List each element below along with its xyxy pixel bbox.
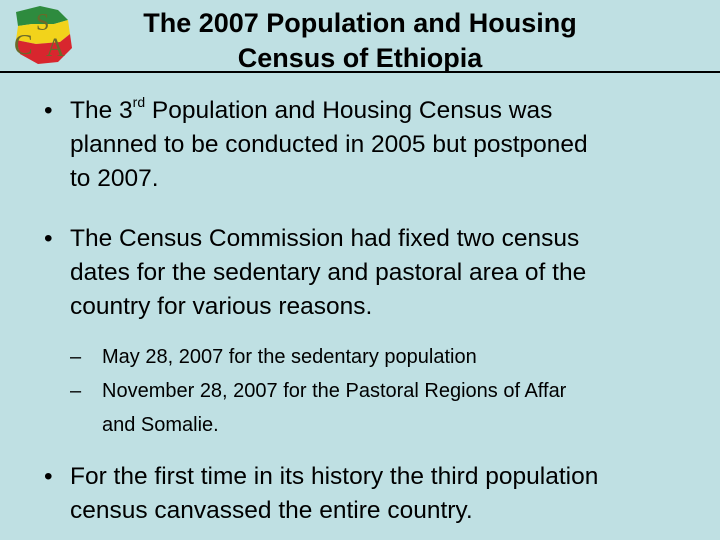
csa-logo bbox=[6, 4, 76, 68]
bullet-marker: • bbox=[44, 463, 53, 490]
slide-title-line-1: The 2007 Population and Housing bbox=[143, 8, 577, 38]
slide-title-line-2: Census of Ethiopia bbox=[237, 43, 483, 73]
sub-bullet-text bbox=[102, 340, 477, 374]
logo-letter-s: S bbox=[36, 10, 50, 36]
bullet-line: The Census Commission had fixed two census bbox=[70, 225, 580, 252]
sub-bullet-line: November 28, 2007 for the Pastoral Regions of Affar bbox=[102, 380, 567, 402]
bullet-text bbox=[70, 94, 588, 196]
slide-title bbox=[80, 6, 640, 76]
sub-bullet-marker: – bbox=[70, 380, 82, 402]
bullet-line: For the first time in its history the third population bbox=[70, 463, 599, 490]
bullet-text bbox=[70, 222, 586, 324]
bullet-text-part: Population and Housing Census was bbox=[145, 97, 553, 124]
bullet-line: dates for the sedentary and pastoral area of the bbox=[70, 259, 587, 286]
bullet-line: planned to be conducted in 2005 but postponed bbox=[70, 131, 588, 158]
sub-bullet-line: May 28, 2007 for the sedentary population bbox=[102, 346, 477, 368]
sub-bullet-marker: – bbox=[70, 346, 82, 368]
bullet-marker: • bbox=[44, 225, 53, 252]
sub-bullet-line: and Somalie. bbox=[102, 414, 219, 436]
logo-letter-a: A bbox=[46, 33, 65, 62]
bullet-line: country for various reasons. bbox=[70, 293, 373, 320]
title-divider bbox=[0, 71, 720, 73]
bullet-text-part: The 3 bbox=[70, 97, 133, 124]
bullet-text bbox=[70, 460, 598, 528]
ordinal-suffix: rd bbox=[132, 93, 146, 110]
bullet-marker: • bbox=[44, 97, 53, 124]
sub-bullet-text bbox=[102, 374, 566, 442]
logo-letter-c: C bbox=[14, 30, 33, 61]
bullet-line: to 2007. bbox=[70, 165, 159, 192]
bullet-line: census canvassed the entire country. bbox=[70, 497, 473, 524]
